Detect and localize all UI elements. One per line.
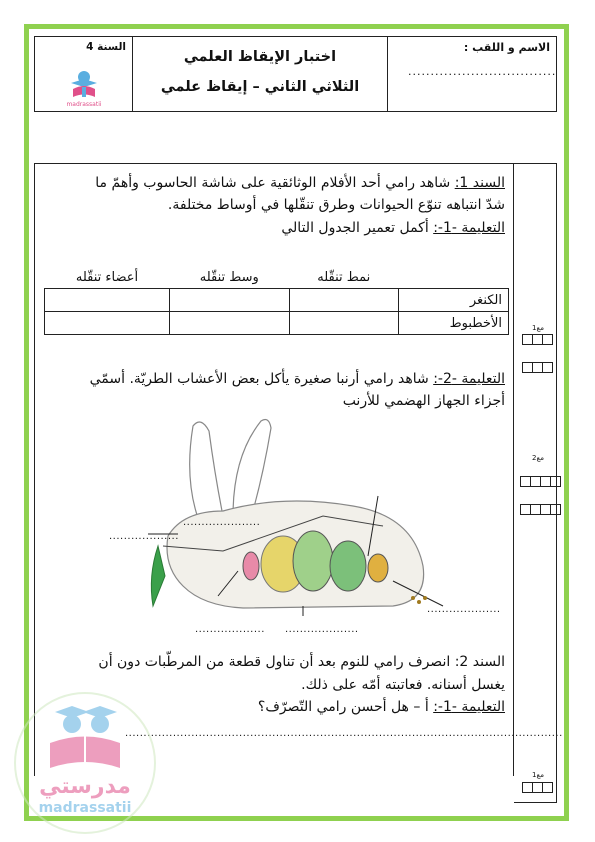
exam-title: اختبار الإيقاظ العلمي xyxy=(183,49,337,65)
table-cell[interactable] xyxy=(289,312,398,335)
criterion-3-boxes xyxy=(522,782,552,793)
movement-table xyxy=(44,266,509,335)
score-box[interactable] xyxy=(542,782,553,793)
table-header-row xyxy=(45,266,509,289)
label-dots-4: .................... xyxy=(285,624,359,635)
header-mode: نمط تنقّله xyxy=(317,269,371,285)
criterion-1-boxes xyxy=(522,334,552,345)
title-cell xyxy=(133,37,388,111)
criterion-2b-boxes xyxy=(520,504,560,515)
instruction3-label: التعليمة -1-: xyxy=(433,699,505,715)
table-cell[interactable] xyxy=(170,289,290,312)
name-cell xyxy=(388,37,556,111)
instruction2-text: شاهد رامي أرنبا صغيرة يأكل بعض الأعشاب الطريّة. أسمّي xyxy=(89,371,434,387)
criterion-1b-boxes xyxy=(522,362,552,373)
watermark-latin: madrassatii xyxy=(38,800,132,816)
watermark-logo xyxy=(10,688,160,838)
criterion-3-label: مع1 xyxy=(532,771,544,779)
criterion-2-boxes xyxy=(520,476,560,487)
table-cell[interactable] xyxy=(45,312,170,335)
score-box[interactable] xyxy=(550,504,561,515)
instruction1-label: التعليمة -1-: xyxy=(433,220,505,236)
madrassatii-logo xyxy=(51,69,117,109)
instruction1 xyxy=(281,217,505,239)
table-row xyxy=(45,289,509,312)
instruction2-label: التعليمة -2-: xyxy=(433,371,505,387)
score-box[interactable] xyxy=(542,362,553,373)
row-animal: الأخطبوط xyxy=(398,312,508,335)
score-box[interactable] xyxy=(542,334,553,345)
exam-subtitle: الثلاثي الثاني – إيقاظ علمي xyxy=(160,79,360,95)
table-cell[interactable] xyxy=(45,289,170,312)
table-corner xyxy=(398,266,508,289)
name-dots: ................................. xyxy=(408,65,557,78)
sanad1-line1 xyxy=(95,172,505,194)
instruction2-line1 xyxy=(90,368,505,390)
instruction1-text: أكمل تعمير الجدول التالي xyxy=(281,220,434,236)
rabbit-digestive-diagram xyxy=(123,416,453,616)
instruction3 xyxy=(258,696,505,718)
year-cell xyxy=(35,37,133,111)
criterion-2-label: مع2 xyxy=(532,454,544,462)
table-row xyxy=(45,312,509,335)
sanad1-label: السند 1: xyxy=(454,175,505,191)
instruction2-line2: أجزاء الجهاز الهضمي للأرنب xyxy=(342,393,505,409)
header-medium: وسط تنقّله xyxy=(199,269,259,285)
year-label: السنة 4 xyxy=(86,41,126,53)
sanad2-text: انصرف رامي للنوم بعد أن تناول قطعة من المرطّبات دون أن xyxy=(98,654,455,670)
label-dots-5: .................... xyxy=(427,604,501,615)
row-animal: الكنغر xyxy=(398,289,508,312)
criterion-1-label: مع1 xyxy=(532,324,544,332)
logo-text: madrassatii xyxy=(66,101,102,108)
sanad2-label: السند 2: xyxy=(454,654,505,670)
score-box[interactable] xyxy=(550,476,561,487)
watermark-arabic: مدرستي xyxy=(39,774,131,799)
answer-dots[interactable]: ....................................................................................................................... xyxy=(125,728,563,739)
header-table xyxy=(34,36,557,112)
sanad1-line2: شدّ انتباهه تنوّع الحيوانات وطرق تنقّلها في أوساط مختلفة. xyxy=(167,197,505,213)
header-organs: أعضاء تنقّله xyxy=(75,269,139,285)
criteria-column xyxy=(514,163,557,803)
name-label: الاسم و اللقب : xyxy=(463,41,550,54)
table-cell[interactable] xyxy=(170,312,290,335)
label-dots-1: ..................... xyxy=(183,517,261,528)
sanad2-line2: يغسل أسنانه. فعاتبته أمّه على ذلك. xyxy=(301,677,505,693)
label-dots-2: ................... xyxy=(109,531,179,542)
label-dots-3: ................... xyxy=(195,624,265,635)
instruction3-text: أ – هل أحسن رامي التّصرّف؟ xyxy=(257,699,434,715)
table-cell[interactable] xyxy=(289,289,398,312)
sanad2-line1 xyxy=(98,651,505,673)
sanad1-text: شاهد رامي أحد الأفلام الوثائقية على شاشة الحاسوب وأهمّ ما xyxy=(95,175,455,191)
